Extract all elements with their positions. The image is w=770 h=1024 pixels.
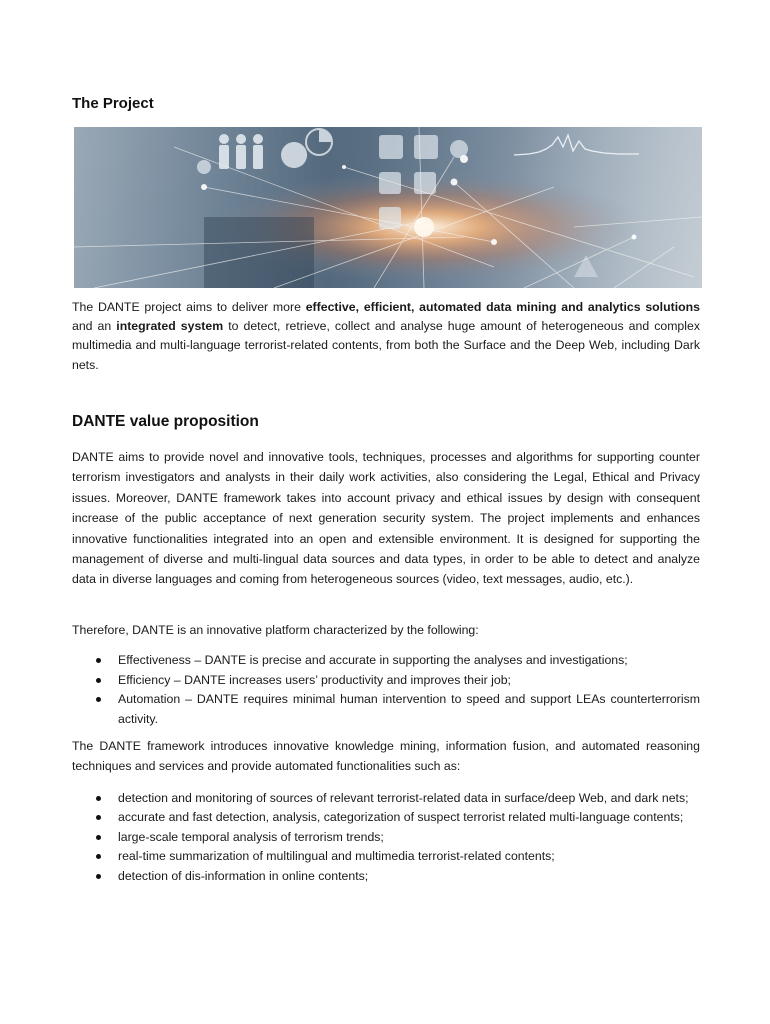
list-item: Efficiency – DANTE increases users’ productivity and improves their job; (72, 671, 700, 691)
section-title-value-proposition: DANTE value proposition (72, 413, 259, 430)
framework-paragraph: The DANTE framework introduces innovative knowledge mining, information fusion, and automated reasoning techniques and services and provide automated functionalities such as: (72, 739, 700, 774)
section-title-project: The Project (72, 95, 154, 112)
characteristics-list (72, 651, 700, 729)
value-proposition-paragraph: DANTE aims to provide novel and innovative tools, techniques, processes and algorithms for supporting counter terrorism investigators and analysts in their daily work activities, also considering the Legal, Ethical and Privacy issues. Moreover, DANTE framework takes into account privacy and ethical issues by design with consequent increase of the public acceptance of next generation security system. The project implements and enhances innovative functionalities integrated into an open and extensible environment. It is designed for supporting the management of diverse and multi-lingual data sources and data types, in order to be able to detect and analyze data in diverse languages and coming from heterogeneous sources (video, text messages, audio, etc.). (72, 450, 700, 587)
list-item: accurate and fast detection, analysis, categorization of suspect terrorist related multi-language contents; (72, 808, 700, 827)
list-item: detection of dis-information in online contents; (72, 867, 700, 886)
list-item: Effectiveness – DANTE is precise and accurate in supporting the analyses and investigations; (72, 651, 700, 671)
list-item: real-time summarization of multilingual and multimedia terrorist-related contents; (72, 847, 700, 866)
characteristics-intro: Therefore, DANTE is an innovative platform characterized by the following: (72, 623, 479, 637)
project-banner-image (74, 127, 702, 288)
list-item: large-scale temporal analysis of terrorism trends; (72, 828, 700, 847)
list-item: detection and monitoring of sources of relevant terrorist-related data in surface/deep Web, and dark nets; (72, 789, 700, 808)
project-description: The DANTE project aims to deliver more effective, efficient, automated data mining and analytics solutions and an integrated system to detect, retrieve, collect and analyse huge amount of heterogeneous and complex multimedia and multi-language terrorist-related contents, from both the Surface and the Deep Web, including Dark nets. (72, 300, 700, 372)
functionalities-list (72, 789, 700, 886)
list-item: Automation – DANTE requires minimal human intervention to speed and support LEAs counterterrorism activity. (72, 690, 700, 729)
